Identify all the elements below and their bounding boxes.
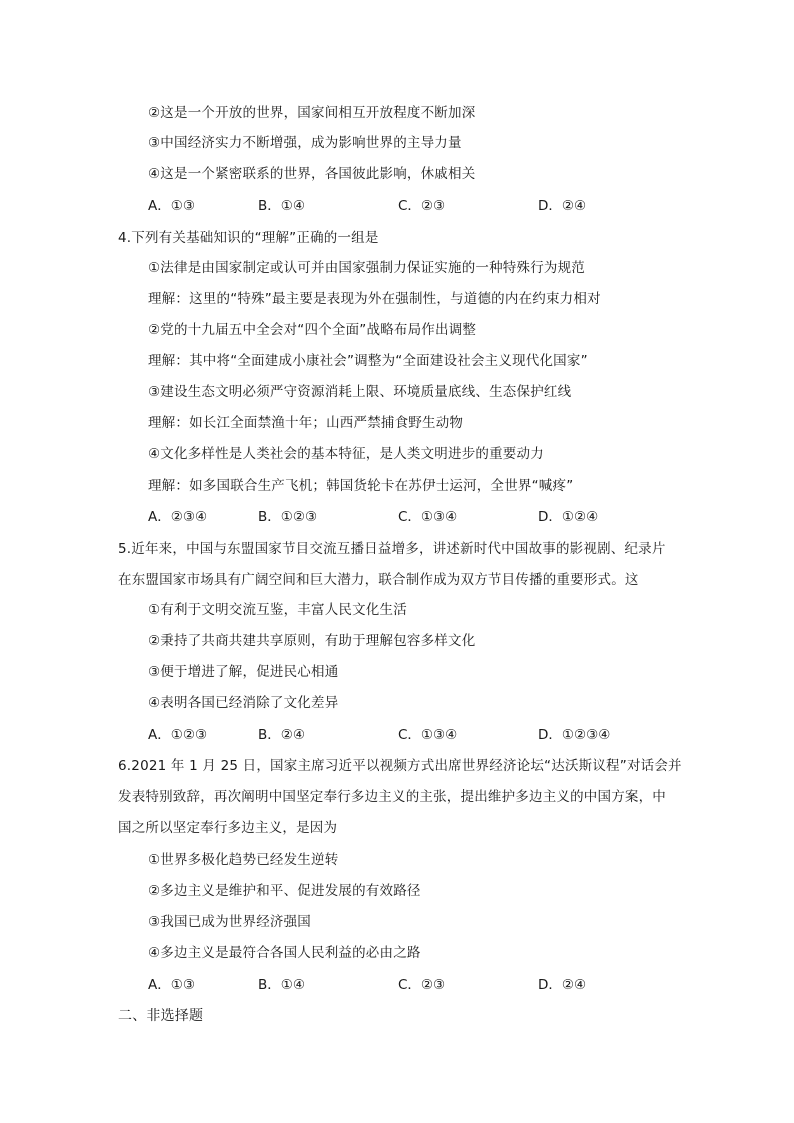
- q6-option-d: D．②④: [538, 977, 587, 993]
- q3-option-c: C．②③: [398, 198, 446, 214]
- q6-item-2: ②多边主义是维护和平、促进发展的有效路径: [148, 883, 421, 899]
- q6-item-1: ①世界多极化趋势已经发生逆转: [148, 852, 339, 868]
- q6-option-b: B．①④: [258, 977, 305, 993]
- q4-line-4: 理解：其中将“全面建成小康社会”调整为“全面建设社会主义现代化国家”: [148, 353, 588, 369]
- q6-option-c: C．②③: [398, 977, 446, 993]
- q5-option-d: D．①②③④: [538, 727, 611, 743]
- q3-option-b: B．①④: [258, 198, 305, 214]
- q4-option-b: B．①②③: [258, 509, 318, 525]
- q5-stem-line-1: 5.近年来，中国与东盟国家节目交流互播日益增多，讲述新时代中国故事的影视剧、纪录片: [118, 541, 666, 557]
- q3-option-a: A．①③: [148, 198, 195, 214]
- q6-option-a: A．①③: [148, 977, 195, 993]
- q4-line-8: 理解：如多国联合生产飞机；韩国货轮卡在苏伊士运河，全世界“喊疼”: [148, 478, 574, 494]
- q4-line-7: ④文化多样性是人类社会的基本特征，是人类文明进步的重要动力: [148, 446, 544, 462]
- q4-line-5: ③建设生态文明必须严守资源消耗上限、环境质量底线、生态保护红线: [148, 384, 572, 400]
- q6-item-3: ③我国已成为世界经济强国: [148, 914, 312, 930]
- q5-item-3: ③便于增进了解，促进民心相通: [148, 664, 339, 680]
- q3-item-2: ②这是一个开放的世界，国家间相互开放程度不断加深: [148, 105, 476, 121]
- q3-item-4: ④这是一个紧密联系的世界，各国彼此影响，休戚相关: [148, 166, 476, 182]
- q5-option-a: A．①②③: [148, 727, 208, 743]
- q4-line-3: ②党的十九届五中全会对“四个全面”战略布局作出调整: [148, 322, 477, 338]
- q5-item-1: ①有利于文明交流互鉴，丰富人民文化生活: [148, 602, 407, 618]
- q5-option-c: C．①③④: [398, 727, 458, 743]
- q5-item-4: ④表明各国已经消除了文化差异: [148, 695, 339, 711]
- q5-stem-line-2: 在东盟国家市场具有广阔空间和巨大潜力，联合制作成为双方节目传播的重要形式。这: [118, 572, 639, 588]
- q6-item-4: ④多边主义是最符合各国人民利益的必由之路: [148, 945, 421, 961]
- q4-option-d: D．①②④: [538, 509, 599, 525]
- q5-option-b: B．②④: [258, 727, 305, 743]
- q6-stem-line-3: 国之所以坚定奉行多边主义，是因为: [118, 820, 338, 836]
- q4-line-6: 理解：如长江全面禁渔十年；山西严禁捕食野生动物: [148, 415, 464, 431]
- q6-stem-line-1: 6.2021 年 1 月 25 日，国家主席习近平以视频方式出席世界经济论坛“达沃斯议程”对话会并: [118, 758, 682, 774]
- q4-stem: 4.下列有关基础知识的“理解”正确的一组是: [118, 230, 379, 246]
- q4-line-2: 理解：这里的“特殊”最主要是表现为外在强制性，与道德的内在约束力相对: [148, 291, 601, 307]
- q6-stem-line-2: 发表特别致辞，再次阐明中国坚定奉行多边主义的主张，提出维护多边主义的中国方案，中: [118, 789, 666, 805]
- q3-option-d: D．②④: [538, 198, 587, 214]
- q4-option-a: A．②③④: [148, 509, 208, 525]
- q4-option-c: C．①③④: [398, 509, 458, 525]
- q5-item-2: ②秉持了共商共建共享原则，有助于理解包容多样文化: [148, 633, 476, 649]
- q4-line-1: ①法律是由国家制定或认可并由国家强制力保证实施的一种特殊行为规范: [148, 260, 586, 276]
- q3-item-3: ③中国经济实力不断增强，成为影响世界的主导力量: [148, 135, 462, 151]
- section-title: 二、非选择题: [118, 1008, 204, 1024]
